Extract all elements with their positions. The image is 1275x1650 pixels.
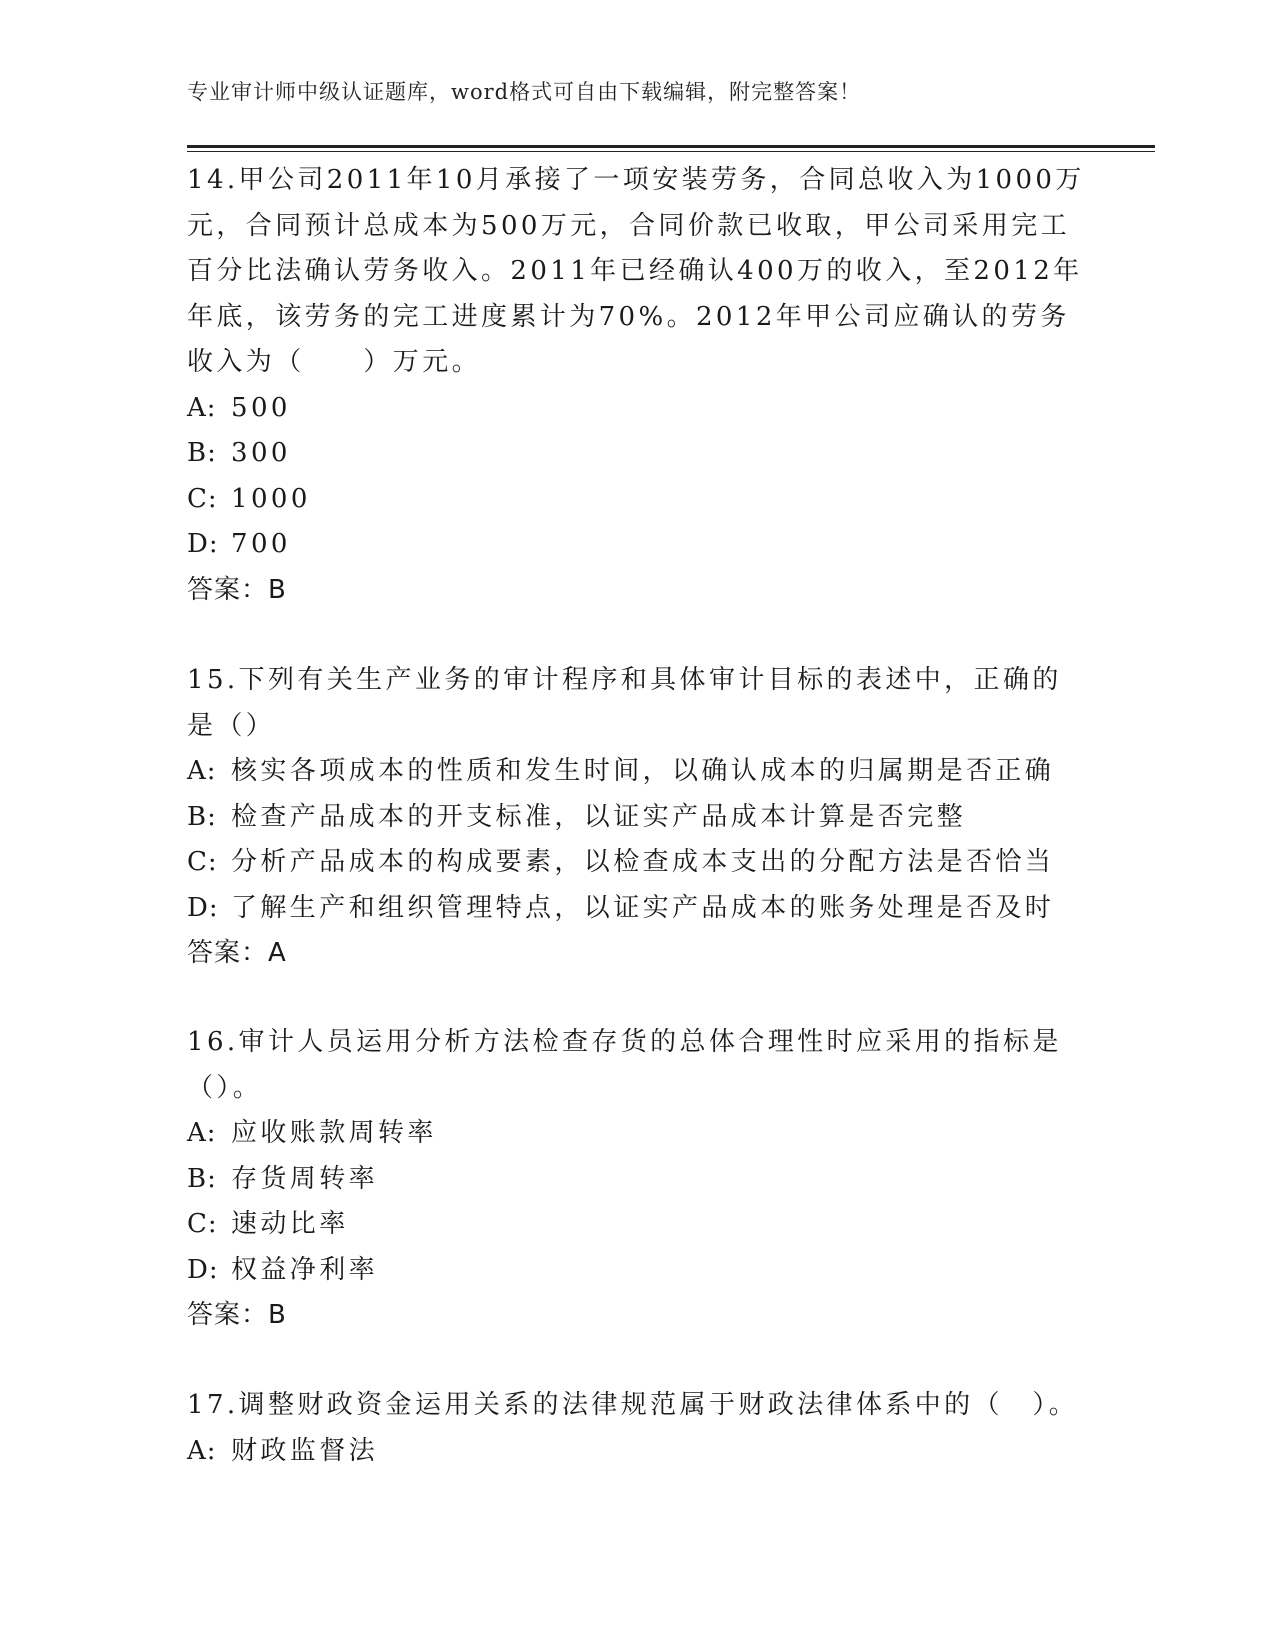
option-text: 检查产品成本的开支标准，以证实产品成本计算是否完整 xyxy=(231,801,967,832)
question-stem: 15.下列有关生产业务的审计程序和具体审计目标的表述中，正确的是（） xyxy=(187,665,1062,741)
page-header: 专业审计师中级认证题库，word格式可自由下载编辑，附完整答案！ xyxy=(187,80,862,104)
option-b xyxy=(187,1157,1087,1203)
option-letter: C: xyxy=(187,483,218,514)
header-rule-thick xyxy=(187,145,1155,148)
option-text: 500 xyxy=(231,392,291,423)
header-rule-thin xyxy=(187,151,1155,152)
option-letter: A: xyxy=(187,1118,217,1148)
option-text: 权益净利率 xyxy=(231,1254,379,1285)
option-letter: B: xyxy=(187,801,217,832)
option-letter: C: xyxy=(187,847,218,877)
option-text: 300 xyxy=(231,438,291,468)
option-text: 了解生产和组织管理特点，以证实产品成本的账务处理是否及时 xyxy=(231,892,1055,923)
option-b xyxy=(187,431,1087,477)
option-letter: B: xyxy=(187,1163,217,1194)
question-17 xyxy=(187,1383,1078,1474)
option-letter: A: xyxy=(187,392,217,423)
question-14 xyxy=(187,158,1087,613)
option-letter: D: xyxy=(187,1254,219,1285)
option-a xyxy=(187,1111,1087,1157)
option-letter: A: xyxy=(187,756,217,786)
question-16 xyxy=(187,1020,1087,1339)
option-d xyxy=(187,1248,1087,1294)
option-text: 700 xyxy=(231,529,291,559)
option-letter: D: xyxy=(187,529,219,559)
answer-line: 答案：B xyxy=(187,1300,287,1330)
option-text: 财政监督法 xyxy=(231,1435,379,1466)
option-text: 速动比率 xyxy=(231,1209,349,1239)
question-stem: 14.甲公司2011年10月承接了一项安装劳务，合同总收入为1000万元，合同预计总成本为500万元，合同价款已收取，甲公司采用完工百分比法确认劳务收入。2011年已经确认400万的收入，至2012年年底，该劳务的完工进度累计为70%。2012年甲公司应确认的劳务收入为（ ）万元。 xyxy=(187,165,1085,377)
question-stem: 16.审计人员运用分析方法检查存货的总体合理性时应采用的指标是（）。 xyxy=(187,1027,1062,1103)
option-letter: A: xyxy=(187,1435,217,1466)
answer-line: 答案：A xyxy=(187,938,287,968)
option-c xyxy=(187,840,1087,886)
answer-line: 答案：B xyxy=(187,574,287,605)
option-b xyxy=(187,795,1087,841)
option-text: 核实各项成本的性质和发生时间，以确认成本的归属期是否正确 xyxy=(231,756,1055,786)
option-a xyxy=(187,386,1087,432)
question-stem: 17.调整财政资金运用关系的法律规范属于财政法律体系中的（ ）。 xyxy=(187,1390,1079,1420)
option-text: 应收账款周转率 xyxy=(231,1118,437,1148)
option-text: 存货周转率 xyxy=(231,1163,379,1194)
option-letter: B: xyxy=(187,438,217,468)
option-c xyxy=(187,477,1087,523)
question-15 xyxy=(187,658,1087,977)
option-letter: C: xyxy=(187,1209,218,1239)
option-letter: D: xyxy=(187,892,219,923)
option-d xyxy=(187,886,1087,932)
option-a xyxy=(187,1429,1078,1475)
option-c xyxy=(187,1202,1087,1248)
option-a xyxy=(187,749,1087,795)
option-text: 1000 xyxy=(231,483,311,514)
option-text: 分析产品成本的构成要素，以检查成本支出的分配方法是否恰当 xyxy=(231,847,1055,877)
option-d xyxy=(187,522,1087,568)
